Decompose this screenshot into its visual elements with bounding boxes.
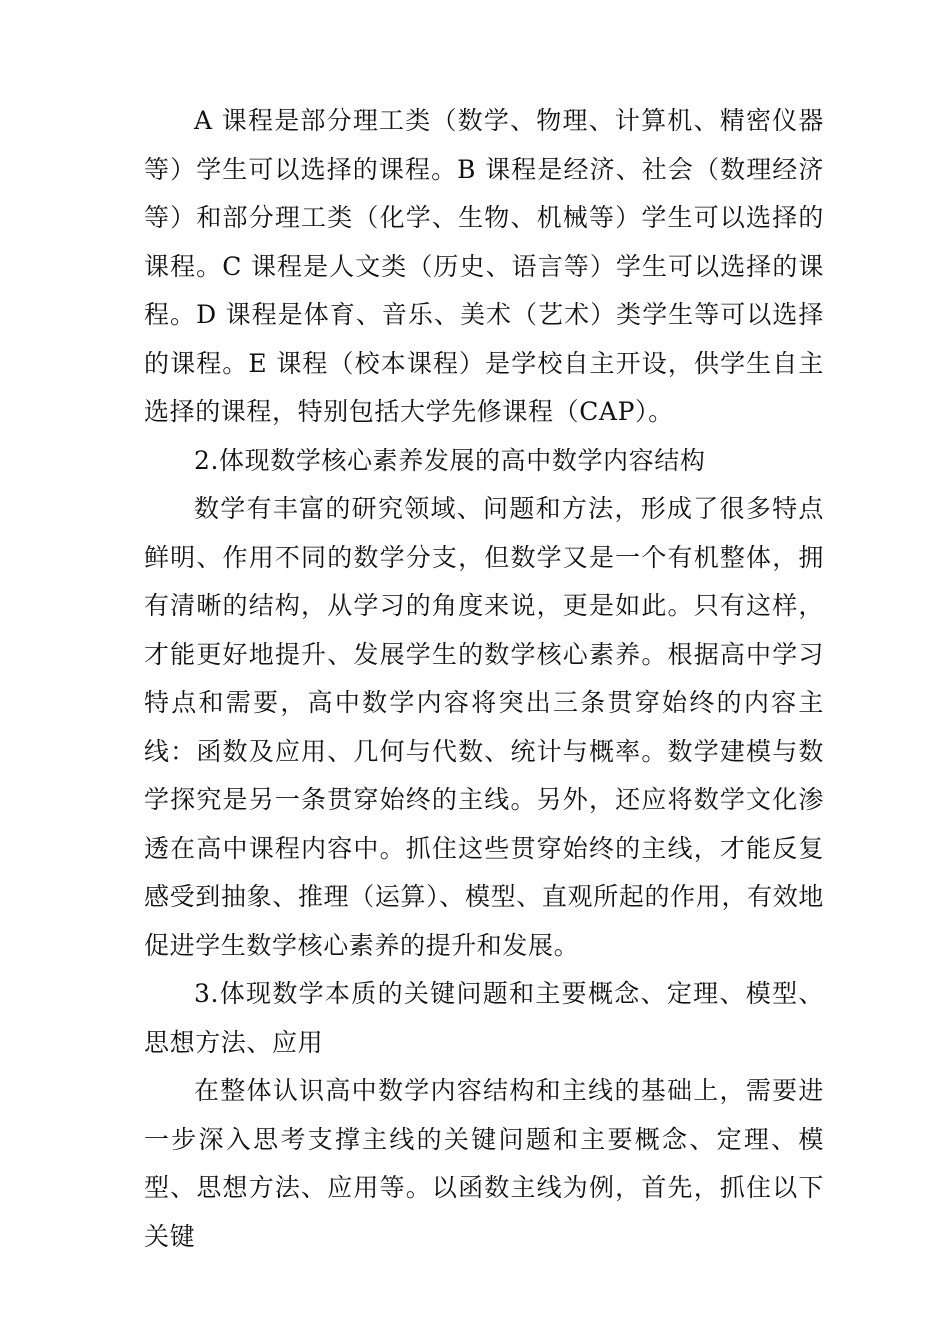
document-body	[144, 97, 824, 1261]
section-heading-key-problems: 3.体现数学本质的关键问题和主要概念、定理、模型、思想方法、应用	[144, 979, 824, 1057]
paragraph-key-problems: 在整体认识高中数学内容结构和主线的基础上，需要进一步深入思考支撑主线的关键问题和主要概念、定理、模型、思想方法、应用等。以函数主线为例，首先，抓住以下关键	[144, 1076, 824, 1251]
section-heading-content-structure: 2.体现数学核心素养发展的高中数学内容结构	[194, 445, 706, 475]
paragraph-content-structure: 数学有丰富的研究领域、问题和方法，形成了很多特点鲜明、作用不同的数学分支，但数学又是一个有机整体，拥有清晰的结构，从学习的角度来说，更是如此。只有这样，才能更好地提升、发展学生的数学核心素养。根据高中学习特点和需要，高中数学内容将突出三条贯穿始终的内容主线：函数及应用、几何与代数、统计与概率。数学建模与数学探究是另一条贯穿始终的主线。另外，还应将数学文化渗透在高中课程内容中。抓住这些贯穿始终的主线，才能反复感受到抽象、推理（运算）、模型、直观所起的作用，有效地促进学生数学核心素养的提升和发展。	[144, 494, 824, 960]
paragraph-course-categories: A 课程是部分理工类（数学、物理、计算机、精密仪器等）学生可以选择的课程。B 课程是经济、社会（数理经济等）和部分理工类（化学、生物、机械等）学生可以选择的课程。C 课程是人文类（历史、语言等）学生可以选择的课程。D 课程是体育、音乐、美术（艺术）类学生等可以选择的课程。E 课程（校本课程）是学校自主开设，供学生自主选择的课程，特别包括大学先修课程（CAP）。	[144, 106, 824, 426]
